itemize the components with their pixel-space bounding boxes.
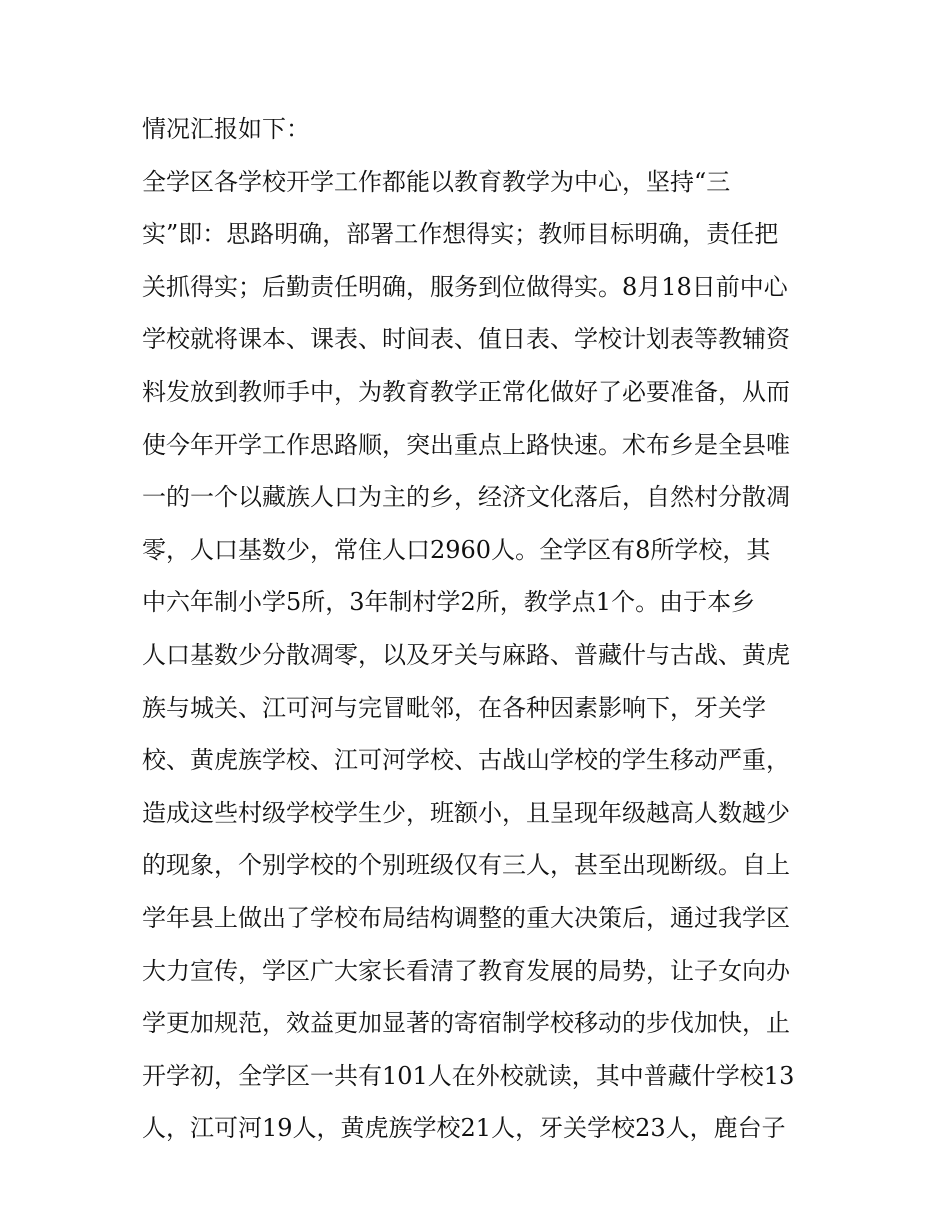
text-line-10: 中六年制小学5所，3年制村学2所，教学点1个。由于本乡 (142, 588, 756, 617)
text-line-17: 大力宣传，学区广大家长看清了教育发展的局势，让子女向办 (142, 956, 790, 985)
text-line-19: 开学初，全学区一共有101人在外校就读，其中普藏什学校13 (142, 1061, 795, 1090)
text-line-4: 关抓得实；后勤责任明确，服务到位做得实。8月18日前中心 (142, 272, 788, 301)
document-body (142, 111, 822, 1163)
text-line-6: 料发放到教师手中，为教育教学正常化做好了必要准备，从而 (142, 377, 790, 406)
text-line-8: 一的一个以藏族人口为主的乡，经济文化落后，自然村分散凋 (142, 483, 790, 512)
text-line-20: 人，江可河19人，黄虎族学校21人，牙关学校23人，鹿台子 (142, 1114, 786, 1143)
text-line-16: 学年县上做出了学校布局结构调整的重大决策后，通过我学区 (142, 903, 790, 932)
text-line-5: 学校就将课本、课表、时间表、值日表、学校计划表等教辅资 (142, 325, 790, 354)
text-line-15: 的现象，个别学校的个别班级仅有三人，甚至出现断级。自上 (142, 851, 790, 880)
text-line-1: 情况汇报如下： (142, 115, 310, 143)
text-line-13: 校、黄虎族学校、江可河学校、古战山学校的学生移动严重， (142, 746, 790, 775)
text-line-18: 学更加规范，效益更加显著的寄宿制学校移动的步伐加快，止 (142, 1009, 790, 1038)
text-line-14: 造成这些村级学校学生少，班额小，且呈现年级越高人数越少 (142, 798, 790, 827)
text-line-12: 族与城关、江可河与完冒毗邻，在各种因素影响下，牙关学 (142, 693, 766, 722)
text-line-9: 零，人口基数少，常住人口2960人。全学区有8所学校，其 (142, 535, 771, 564)
text-line-7: 使今年开学工作思路顺，突出重点上路快速。术布乡是全县唯 (142, 430, 790, 459)
text-line-3: 实”即：思路明确，部署工作想得实；教师目标明确，责任把 (142, 220, 779, 249)
text-line-11: 人口基数少分散凋零，以及牙关与麻路、普藏什与古战、黄虎 (142, 640, 790, 669)
text-line-2: 全学区各学校开学工作都能以教育教学为中心，坚持“三 (142, 167, 731, 196)
